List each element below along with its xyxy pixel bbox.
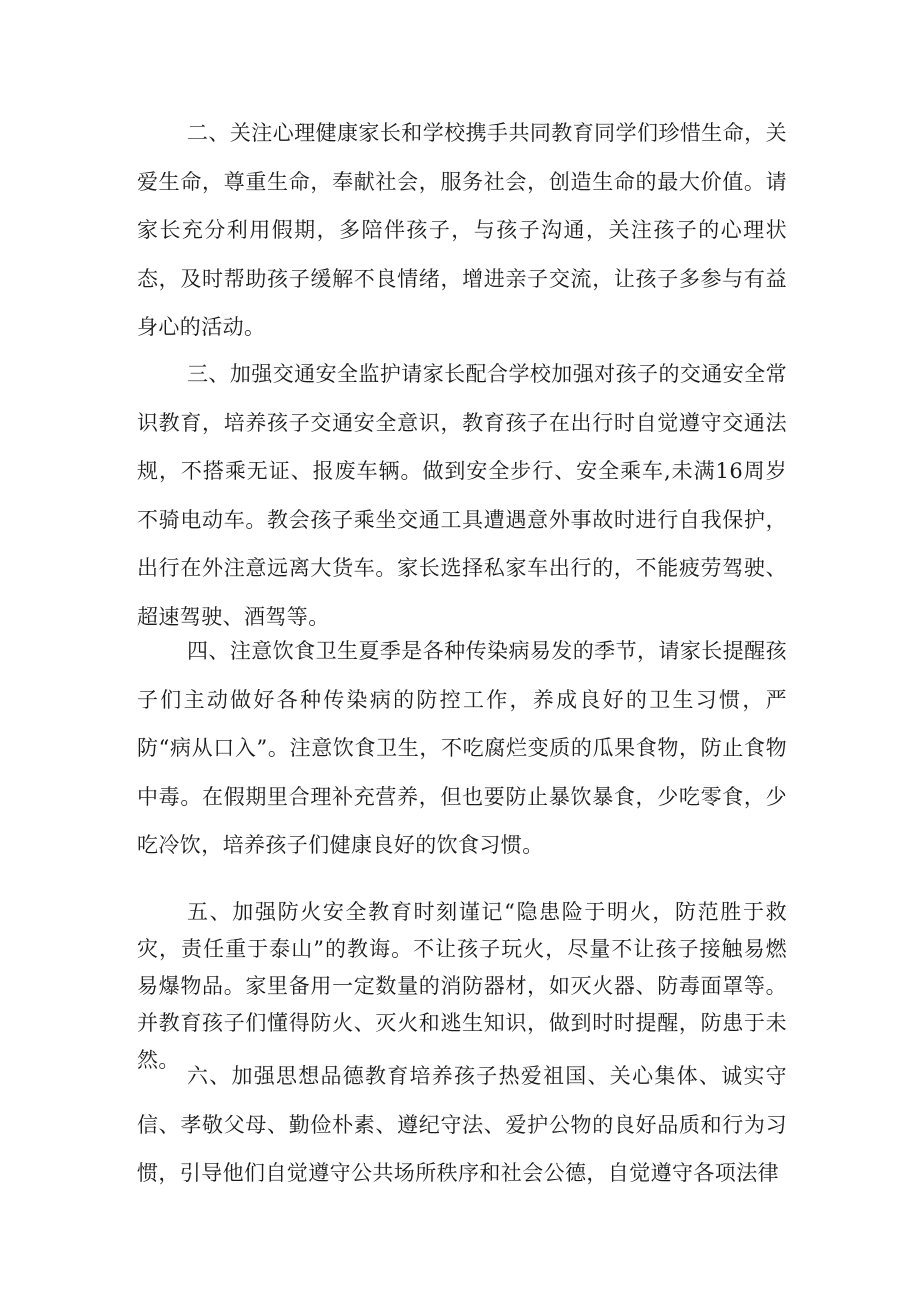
paragraph-mental-health: 二、关注心理健康家长和学校携手共同教育同学们珍惜生命，关爱生命，尊重生命，奉献社会，服务社会，创造生命的最大价值。请家长充分利用假期，多陪伴孩子，与孩子沟通，关注孩子的心理状态，及时帮助孩子缓解不良情绪，增进亲子交流，让孩子多参与有益身心的活动。 <box>137 121 787 340</box>
paragraph-food-hygiene: 四、注意饮食卫生夏季是各种传染病易发的季节，请家长提醒孩子们主动做好各种传染病的防控工作，养成良好的卫生习惯，严防“病从口入”。注意饮食卫生，不吃腐烂变质的瓜果食物，防止食物中毒。在假期里合理补充营养，但也要防止暴饮暴食，少吃零食，少吃冷饮，培养孩子们健康良好的饮食习惯。 <box>137 639 787 858</box>
paragraph-traffic-safety: 三、加强交通安全监护请家长配合学校加强对孩子的交通安全常识教育，培养孩子交通安全意识，教育孩子在出行时自觉遵守交通法规，不搭乘无证、报废车辆。做到安全步行、安全乘车,未满16周岁不骑电动车。教会孩子乘坐交通工具遭遇意外事故时进行自我保护，出行在外注意远离大货车。家长选择私家车出行的，不能疲劳驾驶、超速驾驶、酒驾等。 <box>137 362 787 629</box>
paragraph-fire-safety: 五、加强防火安全教育时刻谨记“隐患险于明火，防范胜于救灾，责任重于泰山”的教诲。不让孩子玩火，尽量不让孩子接触易燃易爆物品。家里备用一定数量的消防器材，如灭火器、防毒面罩等。并教育孩子们懂得防火、灭火和逃生知识，做到时时提醒，防患于未然。 <box>137 900 787 1072</box>
paragraph-moral-education: 六、加强思想品德教育培养孩子热爱祖国、关心集体、诚实守信、孝敬父母、勤俭朴素、遵纪守法、爱护公物的良好品质和行为习惯，引导他们自觉遵守公共场所秩序和社会公德，自觉遵守各项法律 <box>137 1064 787 1186</box>
